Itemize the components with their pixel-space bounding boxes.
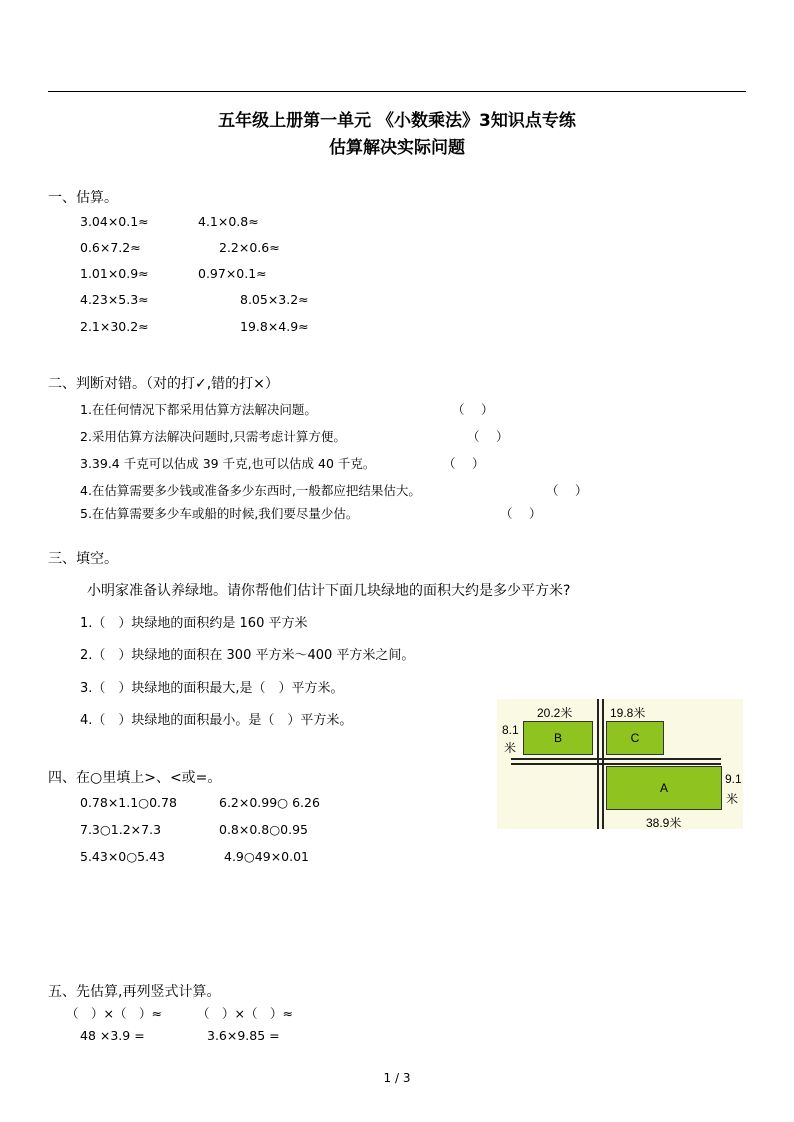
top-rule — [48, 91, 746, 92]
section4-heading: 四、在○里填上>、<或=。 — [48, 770, 222, 786]
fill-item: 4.（ ）块绿地的面积最小。是（ ）平方米。 — [80, 713, 353, 728]
section5-heading: 五、先估算,再列竖式计算。 — [48, 984, 221, 1000]
compare-item: 6.2×0.99○ 6.26 — [219, 795, 320, 810]
width-label-b: 20.2米 — [537, 706, 573, 720]
compare-item: 4.9○49×0.01 — [224, 849, 309, 864]
compare-item: 5.43×0○5.43 — [80, 849, 165, 864]
answer-paren[interactable]: （ ） — [467, 429, 509, 444]
width-label-c: 19.8米 — [610, 706, 646, 720]
estimate-item: 1.01×0.9≈ — [80, 266, 149, 281]
plot-b: B — [523, 721, 593, 755]
section3-heading: 三、填空。 — [48, 551, 118, 567]
fill-item: 2.（ ）块绿地的面积在 300 平方米～400 平方米之间。 — [80, 648, 415, 663]
plot-a: A — [606, 766, 722, 810]
judge-statement: 5.在估算需要多少车或船的时候,我们要尽量少估。 — [80, 506, 359, 521]
answer-paren[interactable]: （ ） — [452, 402, 494, 417]
estimate-item: 4.23×5.3≈ — [80, 292, 149, 307]
judge-statement: 2.采用估算方法解决问题时,只需考虑计算方便。 — [80, 429, 346, 444]
page-number: 1 / 3 — [383, 1071, 411, 1085]
page-title: 五年级上册第一单元 《小数乘法》3知识点专练 — [218, 111, 576, 131]
road-line-horizontal-bottom — [511, 763, 721, 765]
width-label-a: 38.9米 — [646, 816, 682, 830]
section3-intro: 小明家准备认养绿地。请你帮他们估计下面几块绿地的面积大约是多少平方米? — [87, 583, 571, 599]
judge-statement: 1.在任何情况下都采用估算方法解决问题。 — [80, 402, 317, 417]
estimate-item: 2.2×0.6≈ — [219, 240, 280, 255]
estimate-item: 4.1×0.8≈ — [198, 214, 259, 229]
road-line-horizontal-top — [511, 758, 721, 760]
estimate-item: 8.05×3.2≈ — [240, 292, 309, 307]
calc-item: 3.6×9.85 = — [207, 1028, 280, 1043]
estimate-item: 3.04×0.1≈ — [80, 214, 149, 229]
judge-statement: 3.39.4 千克可以估成 39 千克,也可以估成 40 千克。 — [80, 456, 376, 471]
compare-item: 7.3○1.2×7.3 — [80, 822, 162, 837]
calc-item: 48 ×3.9 = — [80, 1028, 145, 1043]
compare-item: 0.8×0.8○0.95 — [219, 822, 308, 837]
section2-heading: 二、判断对错。（对的打✓,错的打×） — [48, 376, 279, 392]
estimate-blank: （ ）×（ ）≈ — [66, 1006, 162, 1021]
estimate-item: 0.97×0.1≈ — [198, 266, 267, 281]
answer-paren[interactable]: （ ） — [500, 506, 542, 521]
judge-statement: 4.在估算需要多少钱或准备多少东西时,一般都应把结果估大。 — [80, 483, 421, 498]
answer-paren[interactable]: （ ） — [546, 483, 588, 498]
compare-item: 0.78×1.1○0.78 — [80, 795, 177, 810]
estimate-blank: （ ）×（ ）≈ — [197, 1006, 293, 1021]
fill-item: 3.（ ）块绿地的面积最大,是（ ）平方米。 — [80, 681, 344, 696]
height-label-b-num: 8.1 — [502, 723, 519, 737]
estimate-item: 0.6×7.2≈ — [80, 240, 141, 255]
estimate-item: 19.8×4.9≈ — [240, 319, 309, 334]
page-subtitle: 估算解决实际问题 — [329, 138, 465, 158]
estimate-item: 2.1×30.2≈ — [80, 319, 149, 334]
height-label-a-unit: 米 — [726, 792, 739, 806]
fill-item: 1.（ ）块绿地的面积约是 160 平方米 — [80, 616, 308, 631]
plot-c: C — [606, 721, 664, 755]
answer-paren[interactable]: （ ） — [443, 456, 485, 471]
height-label-a-num: 9.1 — [725, 772, 742, 786]
green-land-figure — [497, 699, 743, 829]
height-label-b-unit: 米 — [504, 741, 517, 755]
section1-heading: 一、估算。 — [48, 190, 118, 206]
